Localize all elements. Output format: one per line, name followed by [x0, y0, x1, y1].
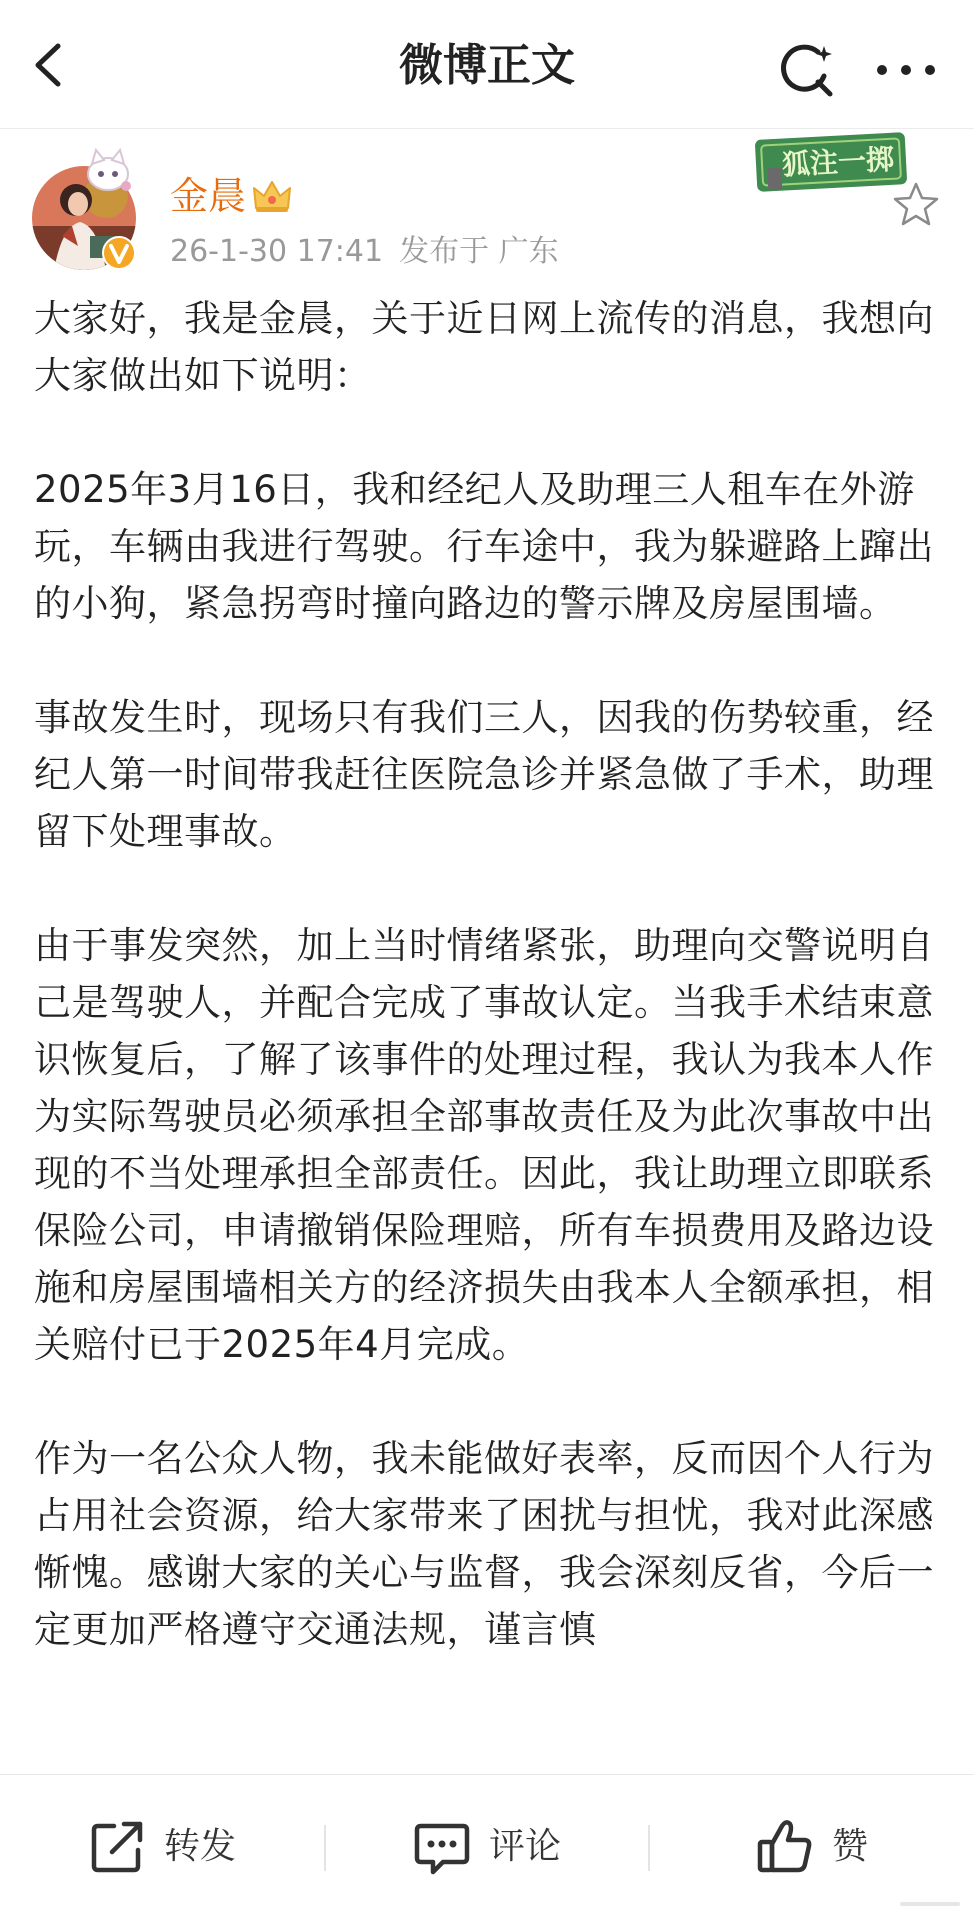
avatar-cat-pendant-icon — [80, 148, 136, 194]
post-paragraph: 作为一名公众人物，我未能做好表率，反而因个人行为占用社会资源，给大家带来了困扰与担忧，我对此深感惭愧。感谢大家的关心与监督，我会深刻反省，今后一定更加严格遵守交通法规，谨言慎 — [34, 1437, 934, 1651]
post-location: 发布于 广东 — [399, 234, 559, 269]
page-title: 微博正文 — [399, 40, 575, 91]
share-icon — [88, 1818, 146, 1876]
star-icon[interactable] — [892, 180, 940, 228]
post-paragraph: 大家好，我是金晨，关于近日网上流传的消息，我想向大家做出如下说明： — [34, 297, 934, 397]
repost-label: 转发 — [163, 1826, 236, 1867]
comment-label: 评论 — [488, 1826, 561, 1867]
comment-button[interactable] — [325, 1775, 649, 1919]
more-dots-icon[interactable] — [874, 50, 938, 90]
crown-icon[interactable] — [252, 178, 292, 214]
repost-button[interactable] — [0, 1775, 324, 1919]
like-button[interactable] — [650, 1775, 974, 1919]
film-sticker[interactable] — [752, 128, 910, 196]
search-icon[interactable] — [778, 42, 836, 100]
home-indicator — [900, 1900, 960, 1908]
like-label: 赞 — [831, 1826, 868, 1867]
verified-badge-icon — [102, 236, 136, 270]
top-navbar — [0, 0, 974, 129]
post-timestamp: 26-1-30 17:41 — [170, 234, 384, 269]
bottom-action-bar — [0, 1774, 974, 1919]
post-paragraph: 事故发生时，现场只有我们三人，因我的伤势较重，经纪人第一时间带我赶往医院急诊并紧急做了手术，助理留下处理事故。 — [34, 696, 934, 853]
post-paragraph: 2025年3月16日，我和经纪人及助理三人租车在外游玩，车辆由我进行驾驶。行车途中，我为躲避路上蹿出的小狗，紧急拐弯时撞向路边的警示牌及房屋围墙。 — [34, 468, 934, 625]
thumbs-up-icon — [756, 1818, 814, 1876]
back-chevron-icon[interactable] — [26, 40, 76, 90]
post-meta — [170, 232, 575, 272]
comment-icon — [413, 1818, 471, 1876]
author-header — [0, 128, 974, 278]
post-paragraph: 由于事发突然，加上当时情绪紧张，助理向交警说明自己是驾驶人，并配合完成了事故认定。当我手术结束意识恢复后，了解了该事件的处理过程，我认为我本人作为实际驾驶员必须承担全部事故责任及为此次事故中出现的不当处理承担全部责任。因此，我让助理立即联系保险公司，申请撤销保险理赔，所有车损费用及路边设施和房屋围墙相关方的经济损失由我本人全额承担，相关赔付已于2025年4月完成。 — [34, 924, 934, 1366]
sticker-text: 狐注一掷 — [781, 142, 895, 182]
author-name[interactable]: 金晨 — [170, 174, 247, 218]
post-body — [34, 290, 944, 1770]
